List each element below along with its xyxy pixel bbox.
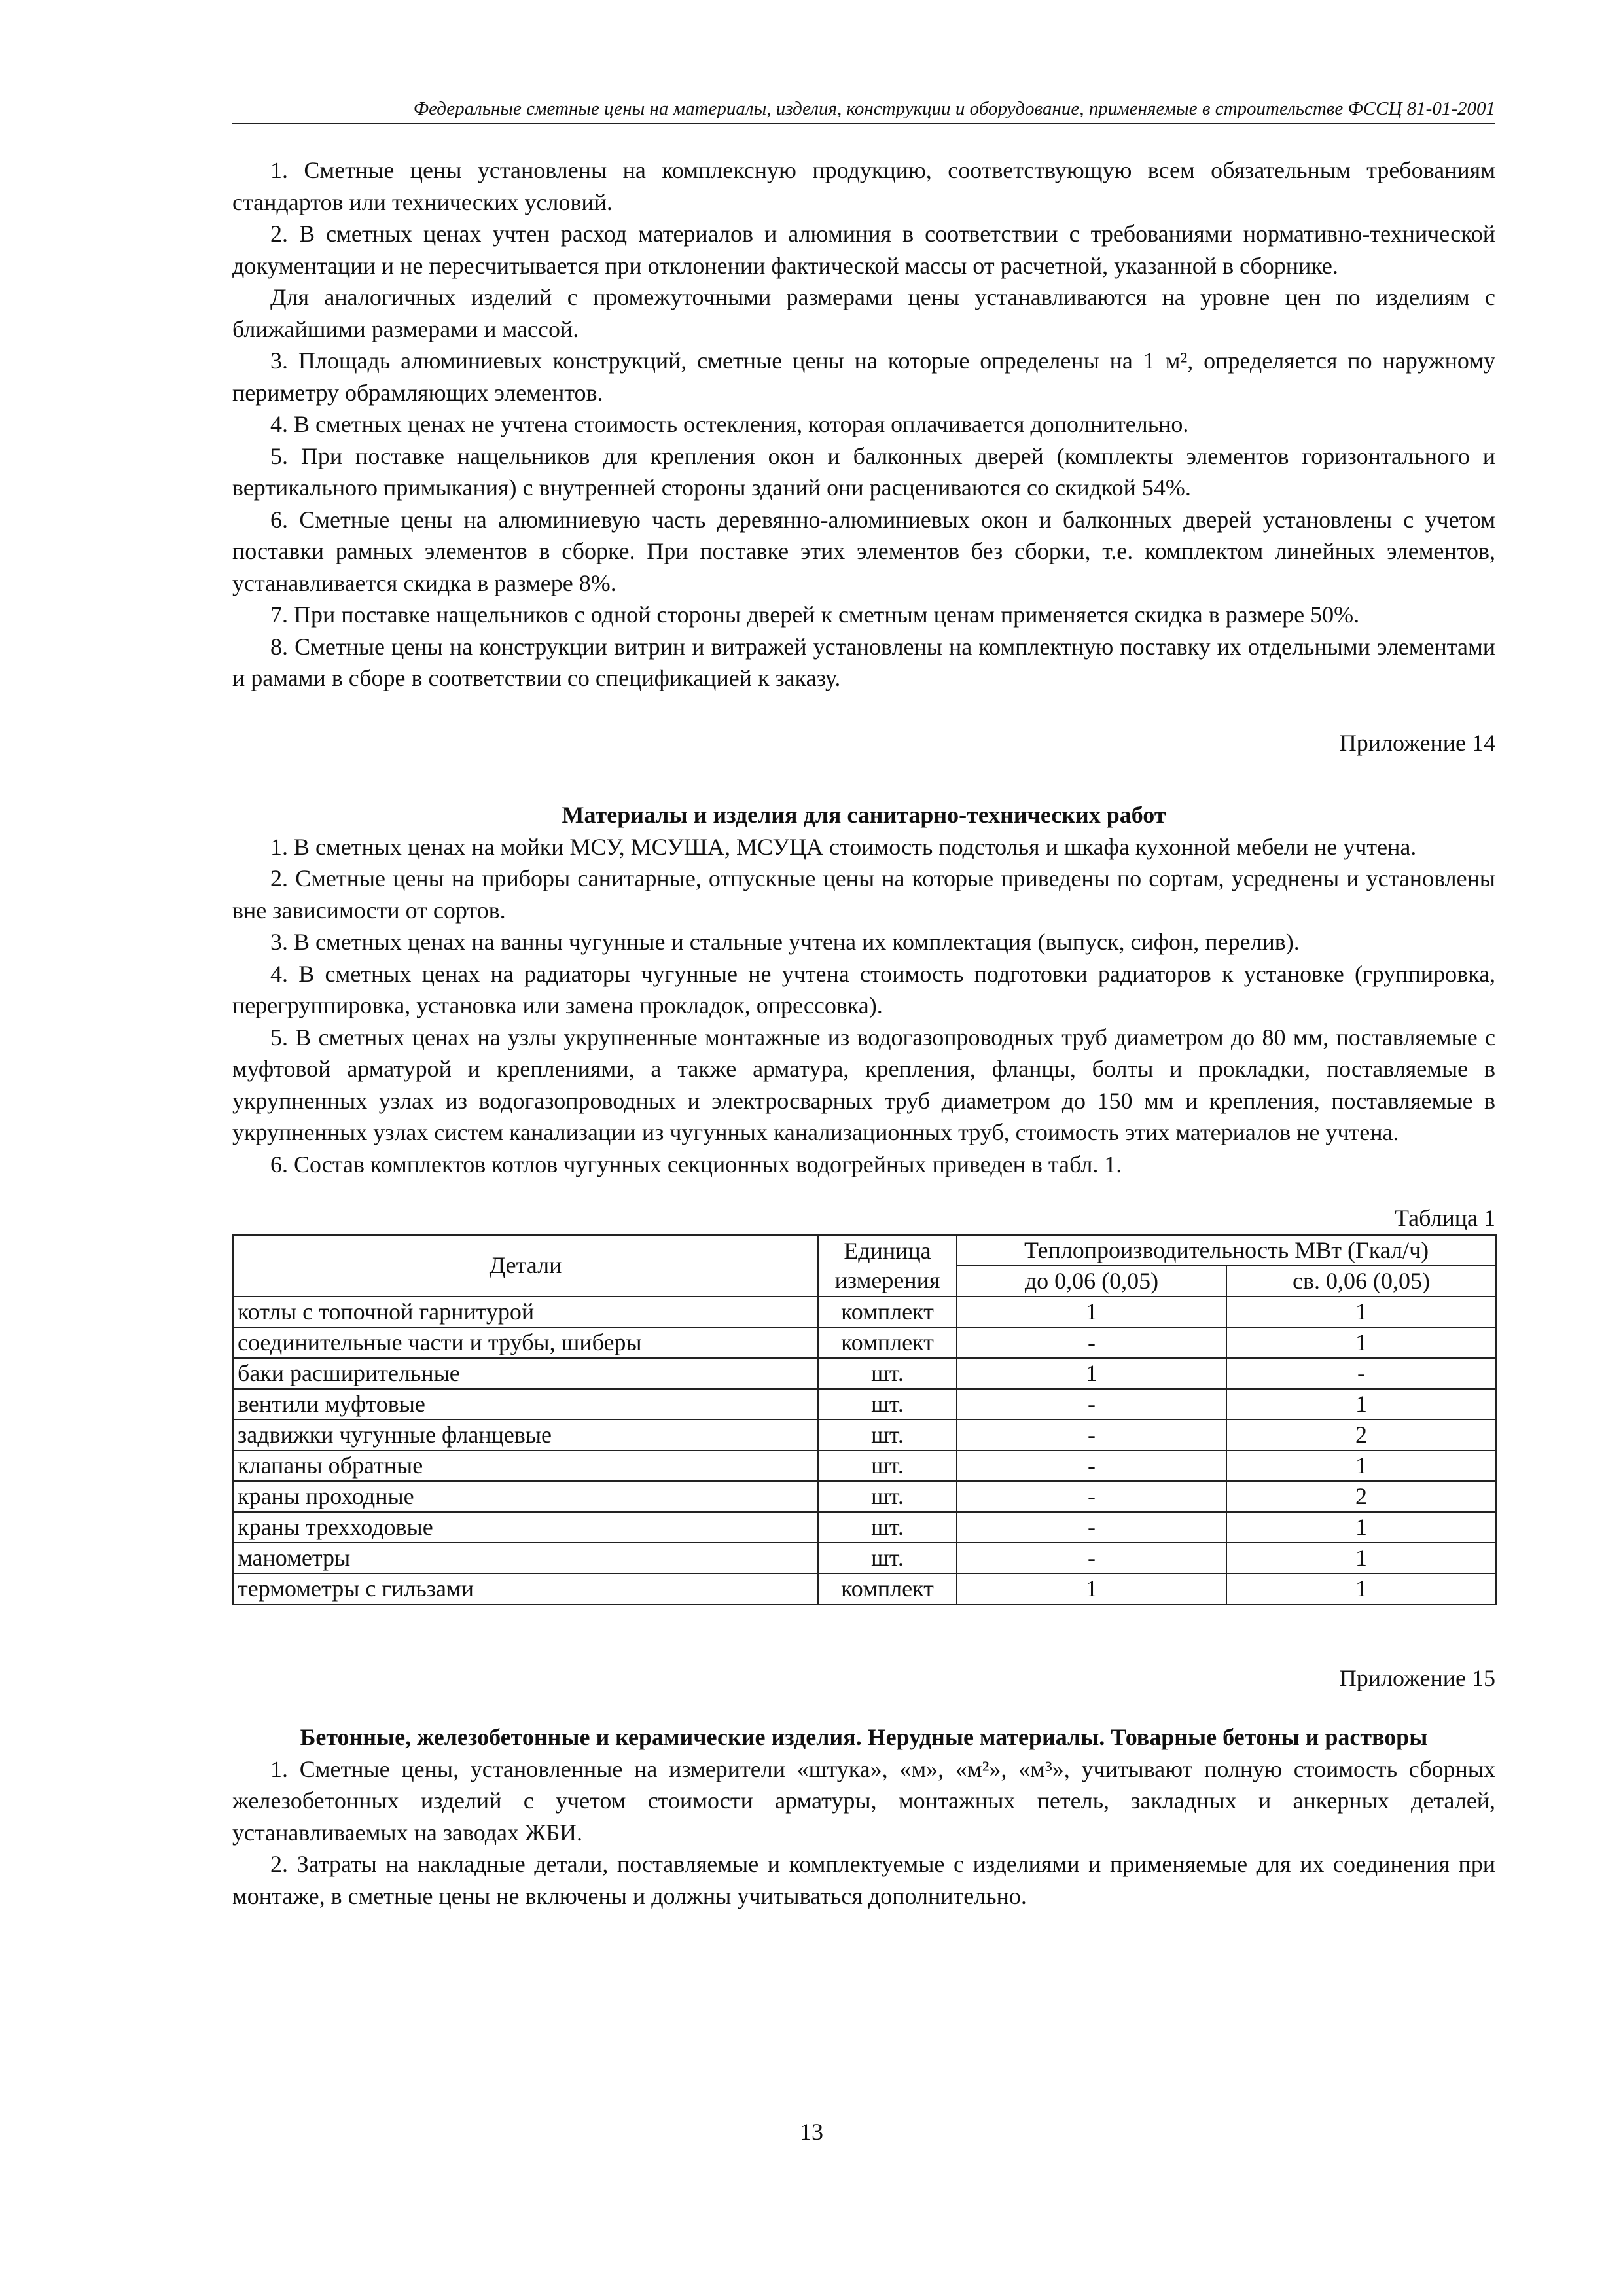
- row-low: 1: [957, 1573, 1226, 1604]
- row-high: 1: [1226, 1297, 1496, 1327]
- table-row: [233, 1389, 1496, 1420]
- row-low: -: [957, 1389, 1226, 1420]
- row-unit: шт.: [818, 1450, 957, 1481]
- row-low: -: [957, 1327, 1226, 1358]
- row-name: краны проходные: [233, 1481, 818, 1512]
- table-label: Таблица 1: [1395, 1205, 1495, 1231]
- row-unit: комплект: [818, 1573, 957, 1604]
- row-unit: шт.: [818, 1389, 957, 1420]
- table-header-row: [233, 1235, 1496, 1266]
- page-number: 13: [800, 2119, 823, 2145]
- row-high: 1: [1226, 1573, 1496, 1604]
- table-row: [233, 1420, 1496, 1450]
- appendix-14-paragraph: 3. В сметных ценах на ванны чугунные и стальные учтена их комплектация (выпуск, сифон, перелив).: [270, 929, 1300, 955]
- row-high: 2: [1226, 1481, 1496, 1512]
- intro-paragraph: 8. Сметные цены на конструкции витрин и витражей установлены на комплектную поставку их отдельными элементами и рамами в сборе в соответствии со спецификацией к заказу.: [232, 633, 1495, 691]
- row-low: -: [957, 1420, 1226, 1450]
- row-unit: шт.: [818, 1512, 957, 1543]
- intro-paragraph: 5. При поставке нащельников для крепления окон и балконных дверей (комплекты элементов горизонтального и вертикального примыкания) с внутренней стороны зданий они расцениваются со скидкой 54%.: [232, 442, 1495, 501]
- row-name: краны трехходовые: [233, 1512, 818, 1543]
- page-content: [232, 154, 1495, 1912]
- table-row: [233, 1297, 1496, 1327]
- header-capacity: Теплопроизводительность МВт (Гкал/ч): [957, 1235, 1496, 1266]
- appendix-14-paragraph: 1. В сметных ценах на мойки МСУ, МСУША, МСУЦА стоимость подстолья и шкафа кухонной мебели не учтена.: [270, 833, 1417, 860]
- table-row: [233, 1573, 1496, 1604]
- table-row: [233, 1512, 1496, 1543]
- row-name: котлы с топочной гарнитурой: [233, 1297, 818, 1327]
- row-name: вентили муфтовые: [233, 1389, 818, 1420]
- intro-paragraph: 4. В сметных ценах не учтена стоимость остекления, которая оплачивается дополнительно.: [270, 411, 1189, 437]
- table-row: [233, 1327, 1496, 1358]
- appendix-14-paragraph: 4. В сметных ценах на радиаторы чугунные не учтена стоимость подготовки радиаторов к установке (группировка, перегруппировка, установка или замена прокладок, опрессовка).: [232, 960, 1495, 1018]
- row-high: 1: [1226, 1389, 1496, 1420]
- row-low: -: [957, 1450, 1226, 1481]
- row-unit: шт.: [818, 1420, 957, 1450]
- row-unit: комплект: [818, 1297, 957, 1327]
- table-row: [233, 1358, 1496, 1389]
- row-name: соединительные части и трубы, шиберы: [233, 1327, 818, 1358]
- row-unit: шт.: [818, 1358, 957, 1389]
- table-row: [233, 1543, 1496, 1573]
- header-details: Детали: [233, 1235, 818, 1297]
- table-row: [233, 1450, 1496, 1481]
- row-low: 1: [957, 1297, 1226, 1327]
- intro-paragraph: Для аналогичных изделий с промежуточными размерами цены устанавливаются на уровне цен по изделиям с ближайшими размерами и массой.: [232, 284, 1495, 342]
- row-low: 1: [957, 1358, 1226, 1389]
- appendix-15-title: Бетонные, железобетонные и керамические изделия. Нерудные материалы. Товарные бетоны и растворы: [300, 1724, 1428, 1750]
- row-unit: комплект: [818, 1327, 957, 1358]
- intro-paragraph: 3. Площадь алюминиевых конструкций, сметные цены на которые определены на 1 м², определяется по наружному периметру обрамляющих элементов.: [232, 348, 1495, 406]
- header-unit: Единица измерения: [818, 1235, 957, 1297]
- appendix-15-label: Приложение 15: [1339, 1664, 1495, 1691]
- intro-paragraph: 2. В сметных ценах учтен расход материалов и алюминия в соответствии с требованиями нормативно-технической документации и не пересчитывается при отклонении фактической массы от расчетной, указанной в сборнике.: [232, 221, 1495, 279]
- appendix-14-paragraph: 5. В сметных ценах на узлы укрупненные монтажные из водогазопроводных труб диаметром до 80 мм, поставляемые с муфтовой арматурой и креплениями, а также арматура, крепления, фланцы, болты и прокладки, поставляемые в укрупненных узлах из водогазопроводных и электросварных труб диаметром до 150 мм и крепления, поставляемые в укрупненных узлах систем канализации из чугунных канализационных труб, стоимость этих материалов не учтена.: [232, 1024, 1495, 1145]
- intro-paragraph: 7. При поставке нащельников с одной стороны дверей к сметным ценам применяется скидка в размере 50%.: [270, 601, 1360, 628]
- appendix-15-paragraph: 1. Сметные цены, установленные на измерители «штука», «м», «м²», «м³», учитывают полную стоимость сборных железобетонных изделий с учетом стоимости арматуры, монтажных петель, закладных и анкерных деталей, устанавливаемых на заводах ЖБИ.: [232, 1755, 1495, 1846]
- row-name: задвижки чугунные фланцевые: [233, 1420, 818, 1450]
- header-col-high: св. 0,06 (0,05): [1226, 1266, 1496, 1297]
- row-low: -: [957, 1543, 1226, 1573]
- appendix-14-label: Приложение 14: [1339, 729, 1495, 756]
- row-low: -: [957, 1481, 1226, 1512]
- row-high: 1: [1226, 1512, 1496, 1543]
- row-name: баки расширительные: [233, 1358, 818, 1389]
- appendix-14-title: Материалы и изделия для санитарно-технических работ: [562, 802, 1166, 828]
- row-unit: шт.: [818, 1543, 957, 1573]
- row-low: -: [957, 1512, 1226, 1543]
- row-high: 1: [1226, 1327, 1496, 1358]
- table-row: [233, 1481, 1496, 1512]
- row-high: 1: [1226, 1450, 1496, 1481]
- row-high: 1: [1226, 1543, 1496, 1573]
- row-name: клапаны обратные: [233, 1450, 818, 1481]
- appendix-15-paragraph: 2. Затраты на накладные детали, поставляемые и комплектуемые с изделиями и применяемые для их соединения при монтаже, в сметные цены не включены и должны учитываться дополнительно.: [232, 1851, 1495, 1909]
- header-col-low: до 0,06 (0,05): [957, 1266, 1226, 1297]
- row-high: -: [1226, 1358, 1496, 1389]
- appendix-14-paragraph: 6. Состав комплектов котлов чугунных секционных водогрейных приведен в табл. 1.: [270, 1151, 1122, 1177]
- row-name: термометры с гильзами: [233, 1573, 818, 1604]
- row-high: 2: [1226, 1420, 1496, 1450]
- row-unit: шт.: [818, 1481, 957, 1512]
- boiler-kit-table: [232, 1234, 1497, 1605]
- appendix-14-paragraph: 2. Сметные цены на приборы санитарные, отпускные цены на которые приведены по сортам, усреднены и установлены вне зависимости от сортов.: [232, 865, 1495, 924]
- running-header: Федеральные сметные цены на материалы, изделия, конструкции и оборудование, применяемые в строительстве ФССЦ 81-01-2001: [232, 97, 1495, 124]
- intro-paragraph: 1. Сметные цены установлены на комплексную продукцию, соответствующую всем обязательным требованиям стандартов или технических условий.: [232, 157, 1495, 215]
- intro-paragraph: 6. Сметные цены на алюминиевую часть деревянно-алюминиевых окон и балконных дверей установлены с учетом поставки рамных элементов в сборке. При поставке этих элементов без сборки, т.е. комплектом линейных элементов, устанавливается скидка в размере 8%.: [232, 506, 1495, 596]
- row-name: манометры: [233, 1543, 818, 1573]
